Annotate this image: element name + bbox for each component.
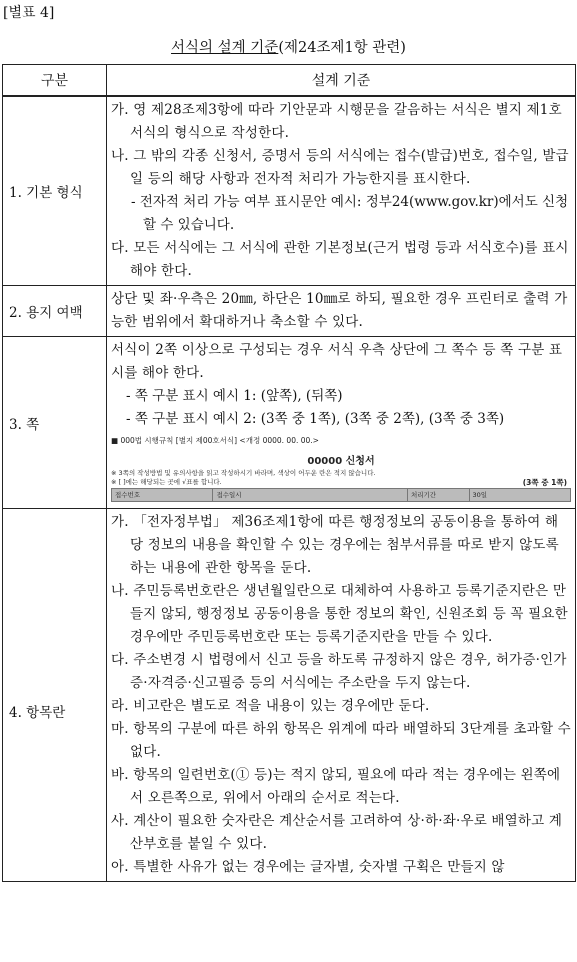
bar-cell: 30일 [472,491,488,499]
row-category: 4. 항목란 [3,509,107,882]
bar-cell: 접수일시 [213,489,408,501]
form-legal-basis: ■ 000법 시행규칙 [별지 제00호서식] <개정 0000. 00. 00.> [111,436,319,445]
criteria-item: 라. 비고란은 별도로 적을 내용이 있는 경우에만 둔다. [111,698,430,714]
row-category: 1. 기본 형식 [3,96,107,286]
annex-tag: [별표 4] [3,5,55,21]
title-main: 서식의 설계 기준 [171,40,279,56]
criteria-item: 아. 특별한 사유가 없는 경우에는 글자별, 숫자별 구획은 만들지 않 [111,859,505,875]
criteria-item: 바. 항목의 일련번호(① 등)는 적지 않되, 필요에 따라 적는 경우에는 왼쪽에서 오른쪽으로, 위에서 아래의 순서로 적는다. [111,767,561,806]
form-receipt-bar [111,488,571,502]
table-row [3,96,576,286]
row-body [107,337,576,509]
form-title: 00000 신청서 [307,456,375,467]
table-row [3,509,576,882]
criteria-item: 서식이 2쪽 이상으로 구성되는 경우 서식 우측 상단에 그 쪽수 등 쪽 구분 표시를 해야 한다. [111,342,563,381]
page-title [0,36,577,57]
criteria-item: 사. 계산이 필요한 숫자란은 계산순서를 고려하여 상·하·좌·우로 배열하고 계산부호를 붙일 수 있다. [111,813,563,852]
table-row [3,337,576,509]
criteria-item: 마. 항목의 구분에 따른 하위 항목은 위계에 따라 배열하되 3단계를 초과할 수 없다. [111,721,571,760]
form-example-image [111,435,571,502]
row-body [107,286,576,337]
table-row [3,286,576,337]
criteria-item: 나. 그 밖의 각종 신청서, 증명서 등의 서식에는 접수(발급)번호, 접수일, 발급일 등의 해당 사항과 전자적 처리가 가능한지를 표시한다. [111,148,569,187]
row-body [107,509,576,882]
form-notes [111,469,571,487]
criteria-item: 다. 주소변경 시 법령에서 신고 등을 하도록 규정하지 않은 경우, 허가증·인가증·자격증·신고필증 등의 서식에는 주소란을 두지 않는다. [111,652,567,691]
bar-cell: 처리기간 [408,489,470,501]
criteria-item: - 전자적 처리 가능 여부 표시문안 예시: 정부24(www.gov.kr)에서도 신청할 수 있습니다. [131,194,569,233]
form-note: ※ [ ]에는 해당되는 곳에 √표를 합니다. [111,478,222,486]
column-header-criteria: 설계 기준 [107,65,576,97]
bar-cell: 접수번호 [112,489,213,501]
table-header-row [3,65,576,97]
criteria-item: 나. 주민등록번호란은 생년월일란으로 대체하여 사용하고 등록기준지란은 만들지 않되, 행정정보 공동이용을 통한 정보의 확인, 신원조회 등 꼭 필요한 경우에만 주민등록번호란 또는 등록기준지란을 만들 수 있다. [111,583,568,645]
criteria-item: 가. 「전자정부법」 제36조제1항에 따른 행정정보의 공동이용을 통하여 해당 정보의 내용을 확인할 수 있는 경우에는 첨부서류를 따로 받지 않도록 하는 내용에 관한 항목을 둔다. [111,514,559,576]
criteria-item: - 쪽 구분 표시 예시 1: (앞쪽), (뒤쪽) [126,388,343,404]
criteria-item: - 쪽 구분 표시 예시 2: (3쪽 중 1쪽), (3쪽 중 2쪽), (3쪽 중 3쪽) [126,411,505,427]
row-category: 2. 용지 여백 [3,286,107,337]
form-note: ※ 3쪽의 작성방법 및 유의사항을 읽고 작성하시기 바라며, 색상이 어두운 란은 적지 않습니다. [111,469,376,477]
criteria-item: 상단 및 좌·우측은 20㎜, 하단은 10㎜로 하되, 필요한 경우 프린터로 출력 가능한 범위에서 확대하거나 축소할 수 있다. [111,291,568,330]
criteria-item: 가. 영 제28조제3항에 따라 기안문과 시행문을 갈음하는 서식은 별지 제1호서식의 형식으로 작성한다. [111,102,562,141]
row-body [107,96,576,286]
page-mark: (3쪽 중 1쪽) [522,478,567,487]
row-category: 3. 쪽 [3,337,107,509]
criteria-item: 다. 모든 서식에는 그 서식에 관한 기본정보(근거 법령 등과 서식호수)를 표시해야 한다. [111,240,569,279]
column-header-category: 구분 [3,65,107,97]
design-criteria-table [2,64,576,882]
title-sub: (제24조제1항 관련) [278,40,406,56]
